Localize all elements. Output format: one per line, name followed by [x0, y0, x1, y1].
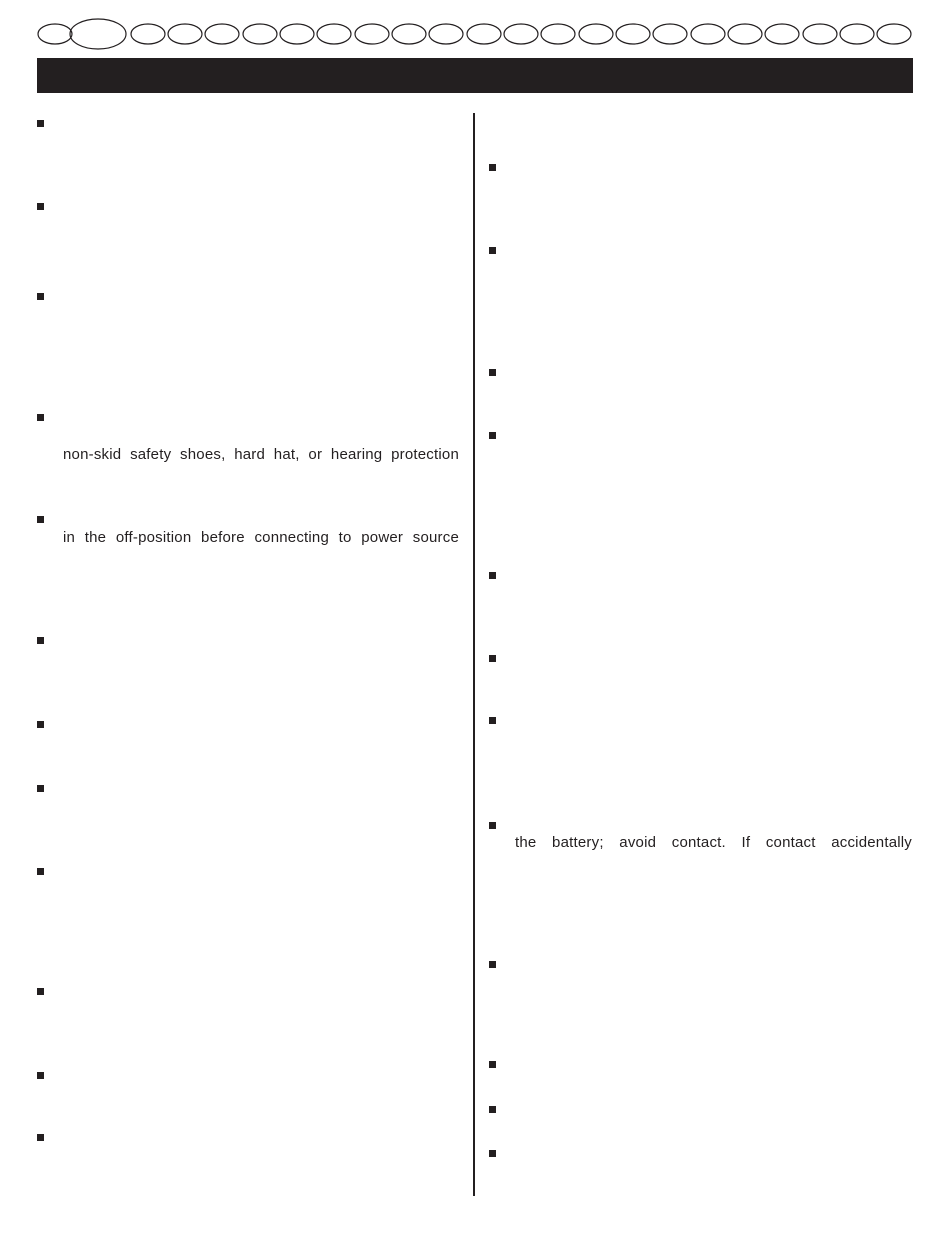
bullet-marker — [37, 120, 44, 127]
language-tab[interactable] — [168, 24, 202, 44]
bullet-marker — [37, 988, 44, 995]
language-tab[interactable] — [317, 24, 351, 44]
bullet-marker — [37, 637, 44, 644]
bullet-marker — [37, 1072, 44, 1079]
bullet-marker — [489, 572, 496, 579]
language-tab[interactable] — [205, 24, 239, 44]
bullet-marker — [489, 655, 496, 662]
language-tab[interactable] — [280, 24, 314, 44]
bullet-marker — [37, 785, 44, 792]
language-tab[interactable] — [504, 24, 538, 44]
body-text-line: the battery; avoid contact. If contact accidentally — [515, 834, 912, 851]
bullet-marker — [37, 293, 44, 300]
bullet-marker — [37, 203, 44, 210]
language-tab[interactable] — [467, 24, 501, 44]
language-tab-active[interactable] — [70, 19, 126, 49]
language-tab[interactable] — [579, 24, 613, 44]
language-tab[interactable] — [38, 24, 72, 44]
language-tab[interactable] — [765, 24, 799, 44]
body-text-line: non-skid safety shoes, hard hat, or hearing protection — [63, 446, 459, 463]
bullet-marker — [37, 414, 44, 421]
bullet-marker — [489, 164, 496, 171]
language-tab[interactable] — [877, 24, 911, 44]
body-text-line: in the off-position before connecting to power source — [63, 529, 459, 546]
column-divider — [473, 113, 475, 1196]
language-tab[interactable] — [131, 24, 165, 44]
bullet-marker — [37, 1134, 44, 1141]
language-tab[interactable] — [392, 24, 426, 44]
bullet-marker — [489, 1061, 496, 1068]
bullet-marker — [489, 717, 496, 724]
bullet-marker — [489, 961, 496, 968]
bullet-marker — [489, 1150, 496, 1157]
section-header-bar — [37, 58, 913, 93]
language-tab[interactable] — [653, 24, 687, 44]
language-tab[interactable] — [691, 24, 725, 44]
bullet-marker — [37, 868, 44, 875]
language-tab[interactable] — [803, 24, 837, 44]
language-tab[interactable] — [355, 24, 389, 44]
language-tab[interactable] — [728, 24, 762, 44]
bullet-marker — [37, 516, 44, 523]
bullet-marker — [489, 247, 496, 254]
bullet-marker — [489, 822, 496, 829]
language-tab[interactable] — [243, 24, 277, 44]
language-tab[interactable] — [840, 24, 874, 44]
language-tab[interactable] — [616, 24, 650, 44]
bullet-marker — [489, 1106, 496, 1113]
language-tab[interactable] — [541, 24, 575, 44]
bullet-marker — [489, 432, 496, 439]
bullet-marker — [489, 369, 496, 376]
language-tab[interactable] — [429, 24, 463, 44]
language-tabs[interactable] — [0, 0, 950, 56]
bullet-marker — [37, 721, 44, 728]
